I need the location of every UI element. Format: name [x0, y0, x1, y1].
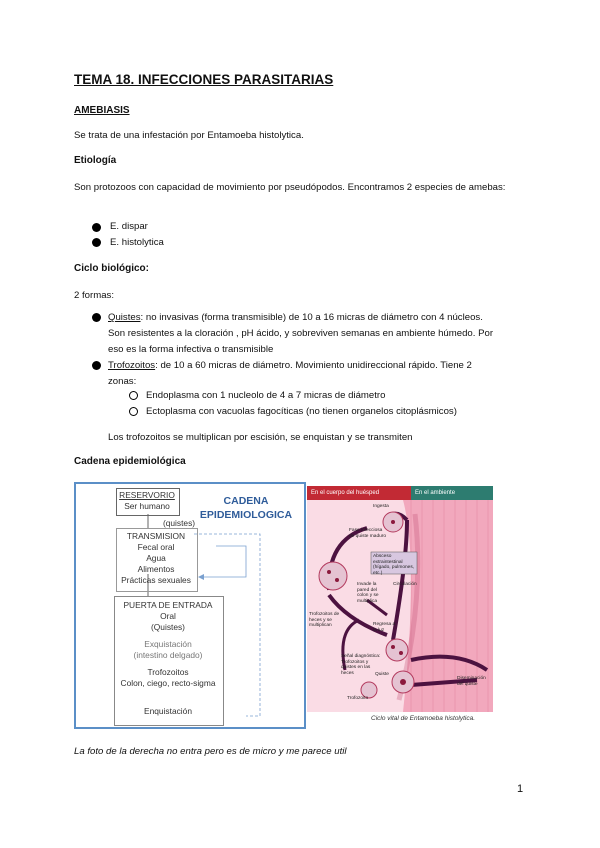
sub-bullet-ring: [129, 407, 138, 416]
bullet-dot: [92, 361, 101, 370]
transmision-item: Agua: [146, 553, 166, 563]
footnote: La foto de la derecha no entra pero es de micro y me parece util: [74, 746, 347, 757]
trofo-desc: : de 10 a 60 micras de diámetro. Movimiento unidireccional rápido. Tiene 2: [155, 360, 472, 371]
puerta-item: (Quistes): [151, 622, 185, 632]
puerta-label: PUERTA DE ENTRADA: [123, 600, 213, 610]
cycle-label: Trofozoitos de heces y se multiplican: [309, 612, 340, 628]
zone-item: Endoplasma con 1 nucleolo de 4 a 7 micras de diámetro: [146, 390, 386, 401]
amebiasis-intro: Se trata de una infestación por Entamoeba histolytica.: [74, 130, 304, 141]
page-number: 1: [517, 783, 524, 795]
section-heading-cadena: Cadena epidemiológica: [74, 456, 186, 467]
trofozoitos-label: Trofozoitos: [147, 667, 189, 677]
reservorio-label: RESERVORIO: [119, 490, 175, 500]
quistes-label: (quistes): [162, 518, 196, 528]
cycle-header-environment: En el ambiente: [411, 486, 493, 500]
trofo-line: [108, 358, 472, 373]
trofozoitos-sub: Colon, ciego, recto-sigma: [120, 678, 216, 688]
zone-item: Ectoplasma con vacuolas fagocíticas (no tienen organelos citoplásmicos): [146, 406, 457, 417]
trofo-note: Los trofozoitos se multiplican por escisión, se enquistan y se transmiten: [108, 432, 413, 443]
cycle-label: Fase infecciosa de quiste maduro: [349, 528, 387, 539]
epidemiological-chain-diagram: [74, 482, 306, 729]
etiologia-text: Son protozoos con capacidad de movimiento por pseudópodos. Encontramos 2 especies de amebas:: [74, 182, 506, 193]
transmision-label: TRANSMISION: [126, 531, 186, 541]
diagram-title: CADENA EPIDEMIOLOGICA: [199, 495, 293, 521]
cycle-header-host: En el cuerpo del huésped: [307, 486, 411, 500]
quistes-line-2: Son resistentes a la cloración , pH ácido, y sobreviven semanas en ambiente húmedo. Por: [108, 328, 494, 339]
cycle-label: Diseminación del quiste: [457, 676, 486, 687]
cycle-label: Quiste: [375, 672, 389, 677]
cycle-label: Absceso extraintestinal (hígado, pulmones, etc.): [373, 554, 415, 576]
life-cycle-diagram: [307, 486, 493, 726]
section-heading-amebiasis: AMEBIASIS: [74, 105, 130, 116]
bullet-dot: [92, 223, 101, 232]
trofo-term: Trofozoitos: [108, 360, 156, 371]
quistes-desc: : no invasivas (forma transmisible) de 10 a 16 micras de diámetro con 4 núcleos.: [140, 312, 483, 323]
cycle-label: Circulación: [393, 582, 417, 587]
bullet-dot: [92, 313, 101, 322]
enquistacion-label: Enquistación: [144, 706, 192, 716]
transmision-item: Fecal oral: [137, 542, 175, 552]
puerta-item: Oral: [160, 611, 176, 621]
species-item: E. histolytica: [110, 237, 164, 248]
transmision-item: Alimentos: [137, 564, 175, 574]
cycle-label: Señal diagnóstica: Trofozoitos y quistes en las heces: [341, 654, 381, 676]
cycle-caption: Ciclo vital de Entamoeba histolytica.: [371, 715, 476, 722]
forms-intro: 2 formas:: [74, 290, 114, 301]
transmision-item: Prácticas sexuales: [121, 575, 191, 585]
exquistacion-label: Exquistación: [144, 639, 192, 649]
trofo-line-2: zonas:: [108, 376, 137, 387]
bullet-dot: [92, 238, 101, 247]
cycle-label: Invade la pared del colon y se multiplica: [357, 582, 379, 604]
page-title: TEMA 18. INFECCIONES PARASITARIAS: [74, 72, 334, 87]
species-item: E. dispar: [110, 221, 148, 232]
section-heading-etiologia: Etiología: [74, 155, 117, 166]
cycle-label: Ingesta: [373, 504, 389, 509]
section-heading-ciclo: Ciclo biológico:: [74, 263, 149, 274]
sub-bullet-ring: [129, 391, 138, 400]
quistes-line-3: eso es la forma infectiva o transmisible: [108, 344, 274, 355]
quistes-term: Quistes: [108, 312, 141, 323]
quistes-line: [108, 310, 483, 325]
cycle-label: Trofozoito: [347, 696, 369, 701]
reservorio-sub: Ser humano: [124, 501, 170, 511]
exquistacion-sub: (intestino delgado): [133, 650, 203, 660]
cycle-label: Regresa a la luz: [373, 622, 396, 633]
